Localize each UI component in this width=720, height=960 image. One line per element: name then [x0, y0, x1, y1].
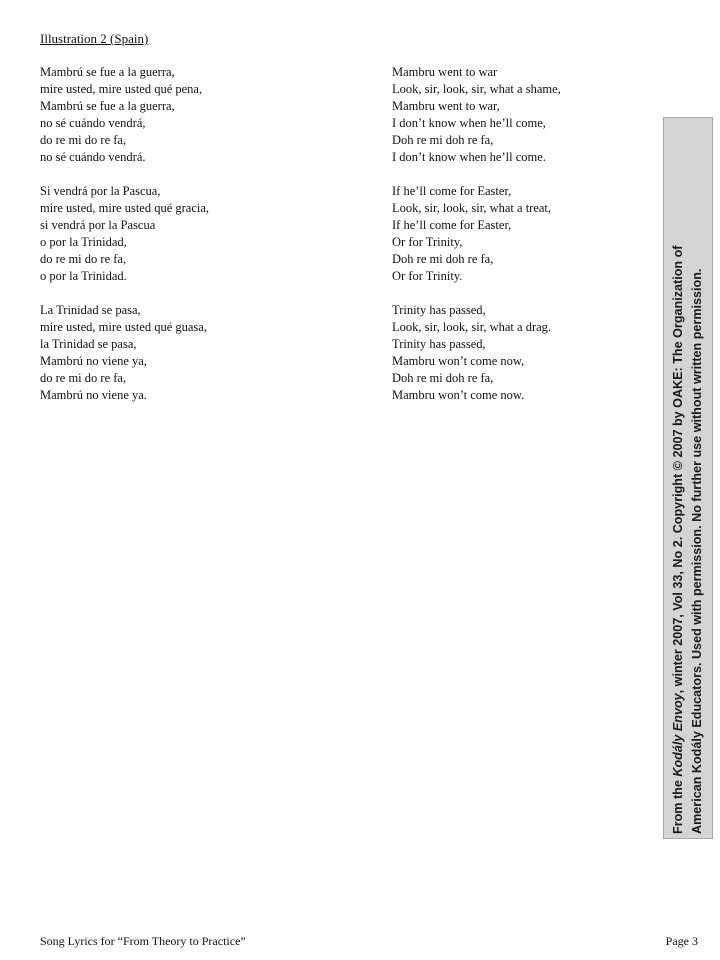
spanish-stanza	[40, 64, 370, 166]
lyric-line: Trinity has passed,	[392, 337, 486, 351]
lyric-line: do re mi do re fa,	[40, 133, 127, 147]
lyric-line: Mambru won’t come now.	[392, 388, 525, 402]
lyric-line: Mambrú no viene ya,	[40, 354, 147, 368]
lyric-line: Mambrú se fue a la guerra,	[40, 99, 175, 113]
lyric-line: If he’ll come for Easter,	[392, 218, 512, 232]
english-stanza	[392, 64, 652, 166]
lyric-line: Mambru went to war,	[392, 99, 500, 113]
lyric-line: Or for Trinity.	[392, 269, 463, 283]
lyric-line: o por la Trinidad.	[40, 269, 127, 283]
english-stanza	[392, 302, 652, 404]
footer-page-number: Page 3	[665, 934, 698, 948]
english-stanza	[392, 183, 652, 285]
lyric-line: do re mi do re fa,	[40, 371, 127, 385]
lyric-line: I don’t know when he’ll come.	[392, 150, 546, 164]
lyric-line: no sé cuándo vendrá,	[40, 116, 146, 130]
lyric-line: Or for Trinity,	[392, 235, 463, 249]
copyright-line-2: American Kodály Educators. Used with permission. No further use without written permission.	[690, 268, 704, 834]
lyric-line: La Trinidad se pasa,	[40, 303, 141, 317]
lyric-line: Doh re mi doh re fa,	[392, 371, 494, 385]
spanish-stanza	[40, 302, 370, 404]
lyric-line: Look, sir, look, sir, what a treat,	[392, 201, 552, 215]
lyric-line: si vendrá por la Pascua	[40, 218, 156, 232]
lyric-line: mire usted, mire usted qué guasa,	[40, 320, 207, 334]
lyric-line: do re mi do re fa,	[40, 252, 127, 266]
lyric-line: Doh re mi doh re fa,	[392, 133, 494, 147]
lyric-line: la Trinidad se pasa,	[40, 337, 137, 351]
lyric-line: If he’ll come for Easter,	[392, 184, 512, 198]
footer-document-title: Song Lyrics for “From Theory to Practice”	[40, 934, 246, 948]
lyric-line: Look, sir, look, sir, what a shame,	[392, 82, 561, 96]
copyright-suffix: , winter 2007, Vol 33, No 2. Copyright © 2007 by OAKE: The Organization of	[671, 245, 685, 694]
copyright-notice-box	[663, 117, 713, 839]
lyric-line: Look, sir, look, sir, what a drag.	[392, 320, 552, 334]
lyric-line: mire usted, mire usted qué pena,	[40, 82, 203, 96]
lyric-line: I don’t know when he’ll come,	[392, 116, 546, 130]
copyright-prefix: From the	[671, 776, 685, 834]
lyric-line: Doh re mi doh re fa,	[392, 252, 494, 266]
lyric-line: Si vendrá por la Pascua,	[40, 184, 161, 198]
spanish-stanza	[40, 183, 370, 285]
page-heading: Illustration 2 (Spain)	[40, 31, 149, 46]
english-lyrics-column	[392, 64, 652, 421]
copyright-line-1	[669, 122, 688, 834]
lyric-line: Mambru won’t come now,	[392, 354, 525, 368]
spanish-lyrics-column	[40, 64, 370, 421]
lyric-line: Trinity has passed,	[392, 303, 486, 317]
journal-title: Kodály Envoy	[671, 693, 685, 777]
lyric-line: o por la Trinidad,	[40, 235, 127, 249]
lyric-line: Mambrú no viene ya.	[40, 388, 147, 402]
lyric-line: Mambru went to war	[392, 65, 498, 79]
lyric-line: mire usted, mire usted qué gracia,	[40, 201, 210, 215]
lyric-line: Mambrú se fue a la guerra,	[40, 65, 175, 79]
lyric-line: no sé cuándo vendrá.	[40, 150, 146, 164]
copyright-notice	[669, 122, 707, 834]
